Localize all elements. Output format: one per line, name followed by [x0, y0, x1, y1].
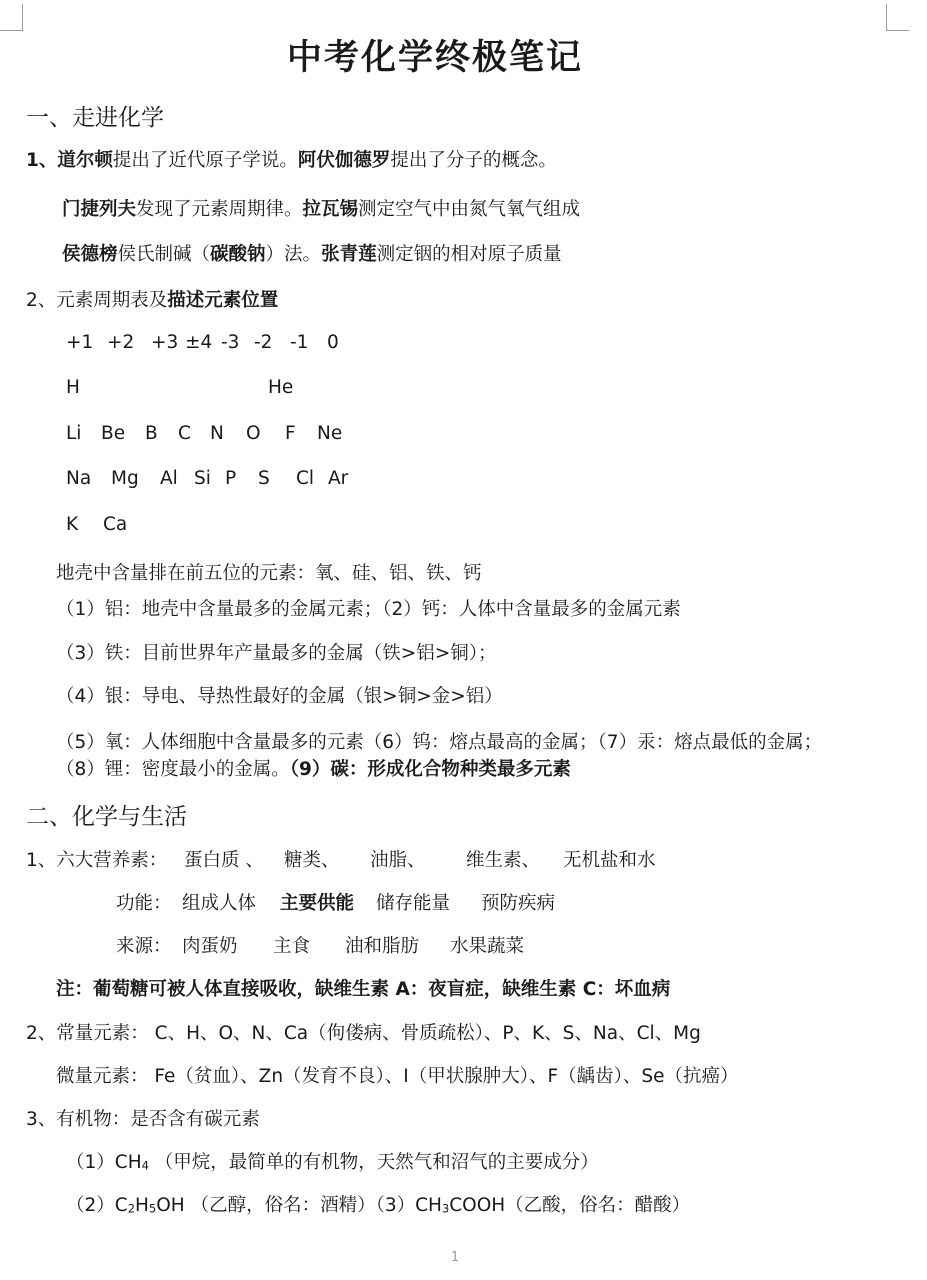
nutrient-item: 糖类、 — [284, 850, 340, 871]
element-symbol: S — [258, 468, 270, 489]
valence-label: +2 — [107, 332, 135, 353]
text-bold: （9）碳：形成化合物种类最多元素 — [289, 759, 571, 780]
source-item: 水果蔬菜 — [450, 936, 525, 957]
text: 发现了元素周期律。 — [136, 199, 303, 220]
element-symbol: H — [66, 377, 80, 398]
text-sodium-carbonate: 碳酸钠 — [210, 244, 266, 265]
subscript: 4 — [141, 1158, 149, 1173]
nutrient-item: 蛋白质 、 — [184, 850, 264, 871]
valence-label: +3 — [151, 332, 179, 353]
function-item: 预防疾病 — [481, 893, 556, 914]
function-label: 功能： — [116, 893, 172, 914]
source-item: 肉蛋奶 — [182, 936, 238, 957]
element-symbol: He — [268, 377, 294, 398]
fact-line-5: （5）氧：人体细胞中含量最多的元素（6）钨：熔点最高的金属；（7）汞：熔点最低的金属； — [56, 732, 823, 753]
element-symbol: Ca — [103, 514, 128, 535]
text-num: 1、 — [26, 150, 58, 171]
para-scientists-2 — [62, 195, 580, 221]
note-line: 注：葡萄糖可被人体直接吸收，缺维生素 A：夜盲症，缺维生素 C：坏血病 — [56, 979, 671, 1000]
para-periodic-table-heading — [26, 286, 278, 312]
element-symbol: Si — [194, 468, 211, 489]
source-label: 来源： — [116, 936, 172, 957]
valence-label: ±4 — [185, 332, 213, 353]
function-item: 组成人体 — [182, 893, 257, 914]
text: 提出了近代原子学说。 — [112, 150, 298, 171]
valence-label: 0 — [327, 332, 339, 353]
organic-heading-line: 3、有机物：是否含有碳元素 — [26, 1109, 260, 1130]
element-symbol: P — [225, 468, 237, 489]
name-zhang-qinglian: 张青莲 — [321, 244, 377, 265]
text: （8）锂：密度最小的金属。 — [56, 759, 290, 780]
element-symbol: Be — [101, 423, 126, 444]
name-lavoisier: 拉瓦锡 — [302, 199, 359, 220]
fact-line-3: （3）铁：目前世界年产量最多的金属（铁>铝>铜）； — [56, 643, 497, 664]
organic-item-2 — [66, 1191, 690, 1217]
text: COOH（乙酸，俗名：醋酸） — [449, 1195, 691, 1216]
macro-elements-line: 2、常量元素： C、H、O、N、Ca（佝偻病、骨质疏松）、P、K、S、Na、Cl、Mg — [26, 1023, 701, 1044]
fact-line-4: （4）银：导电、导热性最好的金属（银>铜>金>铝） — [56, 686, 503, 707]
element-symbol: Ar — [328, 468, 349, 489]
name-dalton: 道尔顿 — [57, 150, 113, 171]
crop-mark-left — [0, 4, 23, 31]
valence-label: +1 — [66, 332, 94, 353]
text: 侯氏制碱（ — [117, 244, 211, 265]
name-mendeleev: 门捷列夫 — [62, 199, 137, 220]
text-bold: 描述元素位置 — [167, 290, 279, 311]
text: 测定空气中由氮气氧气组成 — [358, 199, 581, 220]
valence-label: -2 — [254, 332, 273, 353]
fact-line-8 — [56, 755, 571, 781]
text: （甲烷，最简单的有机物，天然气和沼气的主要成分） — [148, 1152, 599, 1173]
text-crust-elements: 地壳中含量排在前五位的元素：氧、硅、铝、铁、钙 — [56, 563, 482, 584]
nutrients-label: 1、六大营养素： — [26, 850, 168, 871]
element-symbol: K — [66, 514, 79, 535]
element-symbol: Li — [66, 423, 82, 444]
section-heading-1: 一、走进化学 — [26, 105, 164, 131]
name-hou-debang: 侯德榜 — [62, 244, 118, 265]
element-symbol: Ne — [317, 423, 343, 444]
element-symbol: Cl — [296, 468, 315, 489]
text: （2）C — [66, 1195, 128, 1216]
text: 测定铟的相对原子质量 — [376, 244, 562, 265]
text: 提出了分子的概念。 — [390, 150, 557, 171]
fact-line-1: （1）铝：地壳中含量最多的金属元素；（2）钙：人体中含量最多的金属元素 — [56, 599, 681, 620]
valence-label: -1 — [290, 332, 309, 353]
subscript: 2 — [127, 1201, 135, 1216]
valence-label: -3 — [221, 332, 240, 353]
subscript: 5 — [148, 1201, 157, 1216]
element-symbol: B — [145, 423, 158, 444]
element-symbol: N — [210, 423, 224, 444]
element-symbol: O — [246, 423, 261, 444]
nutrient-item: 维生素、 — [466, 850, 541, 871]
crop-mark-right — [886, 4, 909, 31]
source-item: 主食 — [273, 936, 311, 957]
text: （1）CH — [66, 1152, 142, 1173]
element-symbol: Al — [160, 468, 178, 489]
subscript: 3 — [441, 1201, 450, 1216]
text: OH （乙醇，俗名：酒精）（3）CH — [156, 1195, 442, 1216]
nutrient-item: 无机盐和水 — [563, 850, 656, 871]
element-symbol: Na — [66, 468, 92, 489]
nutrient-item: 油脂、 — [370, 850, 426, 871]
page-title: 中考化学终极笔记 — [286, 38, 583, 78]
function-item-bold: 主要供能 — [280, 893, 355, 914]
text: H — [135, 1195, 149, 1216]
section-heading-2: 二、化学与生活 — [26, 804, 187, 830]
text: 2、元素周期表及 — [26, 290, 168, 311]
name-avogadro: 阿伏伽德罗 — [297, 150, 391, 171]
element-symbol: C — [178, 423, 191, 444]
organic-item-1 — [66, 1148, 599, 1174]
source-item: 油和脂肪 — [345, 936, 420, 957]
micro-elements-line: 微量元素： Fe（贫血）、Zn（发育不良）、I（甲状腺肿大）、F（龋齿）、Se（抗癌） — [56, 1066, 739, 1087]
para-scientists-1 — [26, 146, 557, 172]
para-scientists-3 — [62, 240, 562, 266]
function-item: 储存能量 — [376, 893, 451, 914]
text: ）法。 — [265, 244, 322, 265]
page-number: 1 — [450, 1250, 460, 1265]
element-symbol: F — [285, 423, 296, 444]
element-symbol: Mg — [111, 468, 139, 489]
